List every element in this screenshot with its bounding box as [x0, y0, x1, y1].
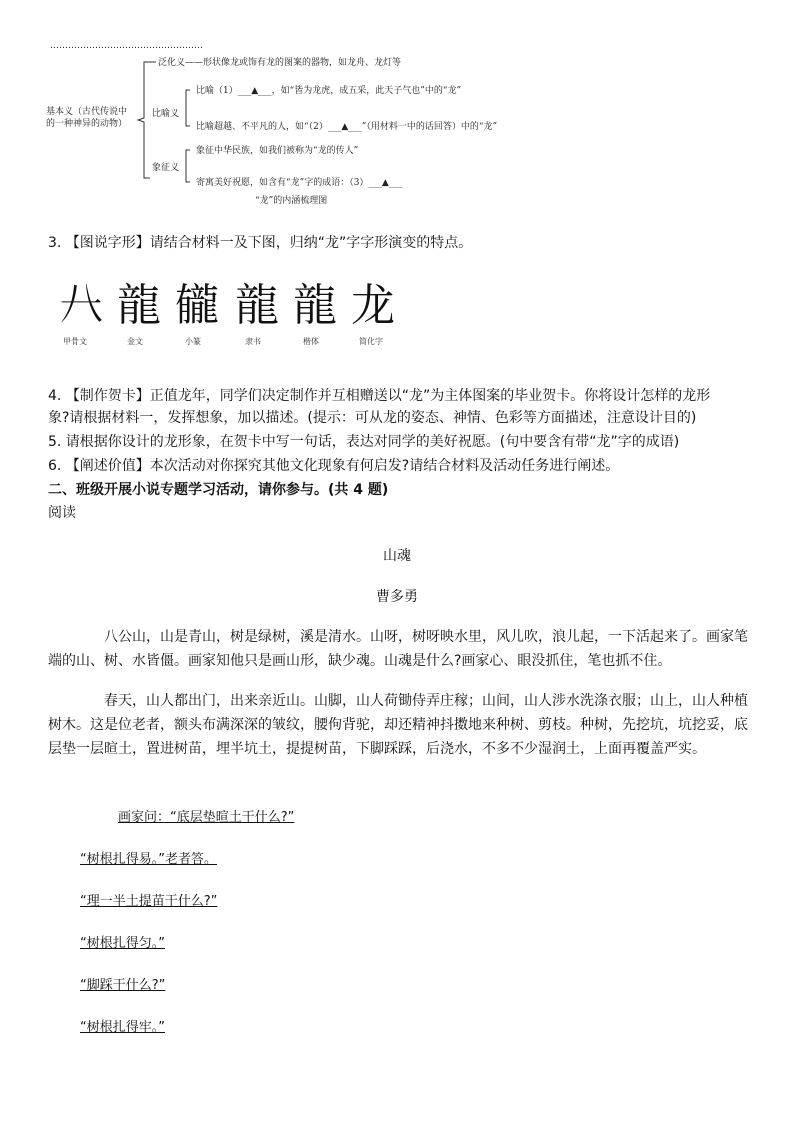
question-5: 5. 请根据你设计的龙形象，在贺卡中写一句话，表达对同学的美好祝愿。(句中要含有带“龙”字的成语)	[48, 434, 680, 450]
diagram-caption: “龙”的内涵梳理图	[255, 196, 328, 206]
branch3-brace	[186, 150, 190, 182]
glyph-clerical: 龍	[235, 280, 279, 331]
concept-diagram-svg	[40, 40, 600, 210]
label-small-seal: 小篆	[185, 337, 201, 346]
label-simplified: 简化字	[359, 337, 383, 346]
label-clerical: 隶书	[245, 337, 261, 346]
question-3: 3. 【图说字形】请结合材料一及下图，归纳“龙”字字形演变的特点。	[48, 235, 473, 251]
question-6: 6. 【阐述价值】本次活动对你探究其他文化现象有何启发?请结合材料及活动任务进行阐述。	[48, 458, 620, 474]
label-bronze: 金文	[127, 337, 143, 346]
glyph-oracle-bone: 𠔀	[59, 280, 103, 331]
label-regular: 楷体	[303, 337, 319, 346]
branch2-label: 比喻义	[152, 109, 180, 119]
diagram-top-cut: ……………………………………………	[50, 41, 203, 51]
glyph-regular: 龍	[293, 280, 337, 331]
dialogue-line-2: “树根扎得易。”老者答。	[80, 852, 217, 867]
glyph-simplified: 龙	[351, 280, 395, 331]
diagram-root-line2: 的一种神异的动物）	[46, 119, 128, 129]
story-title: 山魂	[383, 548, 411, 564]
main-brace	[138, 62, 150, 178]
story-paragraph-2: 春天，山人都出门，出来亲近山。山脚，山人荷锄侍弄庄稼；山间，山人涉水洗涤衣服；山上，山人种植树木。这是位老者，额头布满深深的皱纹，腰佝背驼，却还精神抖擞地来种树、剪枝。种树，先挖坑，坑挖妥，底层垫一层暄土，置进树苗，埋半坑土，提提树苗，下脚踩踩，后浇水，不多不少湿润土，上面再覆盖严实。	[48, 693, 748, 757]
diagram-root-line1: 基本义（古代传说中	[46, 107, 128, 117]
section-2-heading: 二、班级开展小说专题学习活动，请你参与。(共 4 题)	[48, 482, 389, 498]
concept-diagram	[40, 40, 600, 210]
story-paragraph-1: 八公山，山是青山，树是绿树，溪是清水。山呀，树呀映水里，风儿吹，浪儿起，一下活起来了。画家笔端的山、树、水皆僵。画家知他只是画山形，缺少魂。山魂是什么?画家心、眼没抓住，笔也抓不住。	[48, 629, 748, 669]
glyph-bronze: 龍	[117, 280, 161, 331]
branch2-a: 比喻（1）___▲___，如“皆为龙虎，成五采，此天子气也”中的“龙”	[196, 86, 462, 96]
dialogue-line-1: 画家问：“底层垫暄土干什么?”	[118, 810, 295, 825]
dialogue-line-3: “理一半土提苗干什么?”	[80, 894, 218, 909]
branch1-text: 泛化义——形状像龙或饰有龙的图案的器物，如龙舟、龙灯等	[158, 58, 402, 68]
dialogue-line-5: “脚踩干什么?”	[80, 978, 166, 993]
question-4-line1: 4. 【制作贺卡】正值龙年，同学们决定制作并互相赠送以“龙”为主体图案的毕业贺卡。你将设计怎样的龙形	[48, 388, 711, 404]
story-author: 曹多勇	[376, 589, 418, 605]
branch3-b: 寄寓美好祝愿，如含有“龙”字的成语：（3）___▲___	[196, 178, 403, 188]
read-label: 阅读	[48, 505, 76, 521]
branch3-label: 象征义	[152, 163, 180, 173]
dialogue-line-4: “树根扎得匀。”	[80, 936, 165, 951]
glyph-small-seal: 龓	[175, 280, 219, 331]
dialogue-line-6: “树根扎得牢。”	[80, 1020, 165, 1035]
label-oracle-bone: 甲骨文	[63, 337, 87, 346]
question-4-line2: 象?请根据材料一，发挥想象，加以描述。(提示：可从龙的姿态、神情、色彩等方面描述，注意设计目的)	[48, 410, 697, 426]
branch2-b: 比喻超越、不平凡的人，如“（2）___▲___”（用材料一中的话回答）中的“龙”	[196, 122, 498, 132]
branch3-a: 象征中华民族，如我们被称为“龙的传人”	[196, 146, 359, 156]
character-evolution-strip	[55, 280, 415, 352]
branch2-brace	[186, 90, 190, 126]
